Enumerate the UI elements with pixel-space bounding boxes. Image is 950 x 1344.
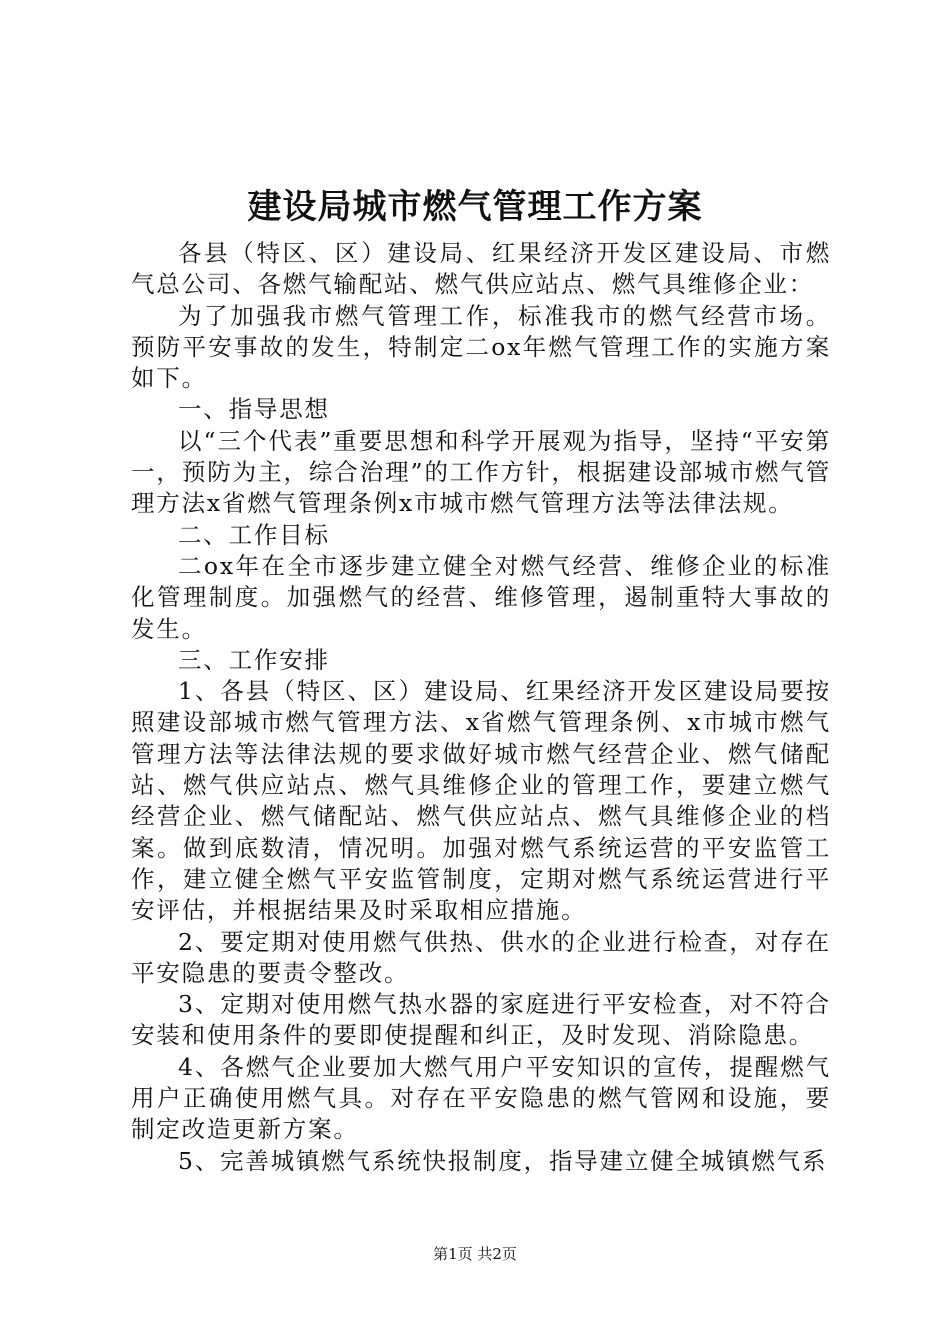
page-title: 建设局城市燃气管理工作方案 (247, 187, 703, 227)
paragraph-arrangement-5: 5、完善城镇燃气系统快报制度，指导建立健全城镇燃气系 (178, 1146, 828, 1175)
page-number-footer: 第1页 共2页 (433, 1245, 517, 1263)
section-heading-guiding-ideology: 一、指导思想 (178, 395, 330, 424)
document-body (131, 238, 831, 1177)
paragraph-work-goals: 二ox年在全市逐步建立健全对燃气经营、维修企业的标准化管理制度。加强燃气的经营、维修管理，遏制重特大事故的发生。 (131, 551, 831, 643)
paragraph-arrangement-2: 2、要定期对使用燃气供热、供水的企业进行检查，对存在平安隐患的要责令整改。 (131, 927, 831, 987)
paragraph-salutation: 各县（特区、区）建设局、红果经济开发区建设局、市燃气总公司、各燃气输配站、燃气供应站点、燃气具维修企业： (131, 239, 831, 299)
paragraph-arrangement-1: 1、各县（特区、区）建设局、红果经济开发区建设局要按照建设部城市燃气管理方法、x省燃气管理条例、x市城市燃气管理方法等法律法规的要求做好城市燃气经营企业、燃气储配站、燃气供应站点、燃气具维修企业的管理工作，要建立燃气经营企业、燃气储配站、燃气供应站点、燃气具维修企业的档案。做到底数清，情况明。加强对燃气系统运营的平安监管工作，建立健全燃气平安监管制度，定期对燃气系统运营进行平安评估，并根据结果及时采取相应措施。 (131, 677, 831, 925)
paragraph-guiding-ideology: 以“三个代表”重要思想和科学开展观为指导，坚持“平安第一，预防为主，综合治理”的工作方针，根据建设部城市燃气管理方法x省燃气管理条例x市城市燃气管理方法等法律法规。 (131, 426, 832, 518)
paragraph-intro: 为了加强我市燃气管理工作，标准我市的燃气经营市场。预防平安事故的发生，特制定二ox年燃气管理工作的实施方案如下。 (131, 301, 831, 393)
section-heading-work-arrangement: 三、工作安排 (178, 645, 330, 674)
section-heading-work-goals: 二、工作目标 (178, 520, 330, 549)
paragraph-arrangement-3: 3、定期对使用燃气热水器的家庭进行平安检查，对不符合安装和使用条件的要即使提醒和纠正，及时发现、消除隐患。 (131, 990, 831, 1050)
paragraph-arrangement-4: 4、各燃气企业要加大燃气用户平安知识的宣传，提醒燃气用户正确使用燃气具。对存在平安隐患的燃气管网和设施，要制定改造更新方案。 (131, 1052, 831, 1144)
